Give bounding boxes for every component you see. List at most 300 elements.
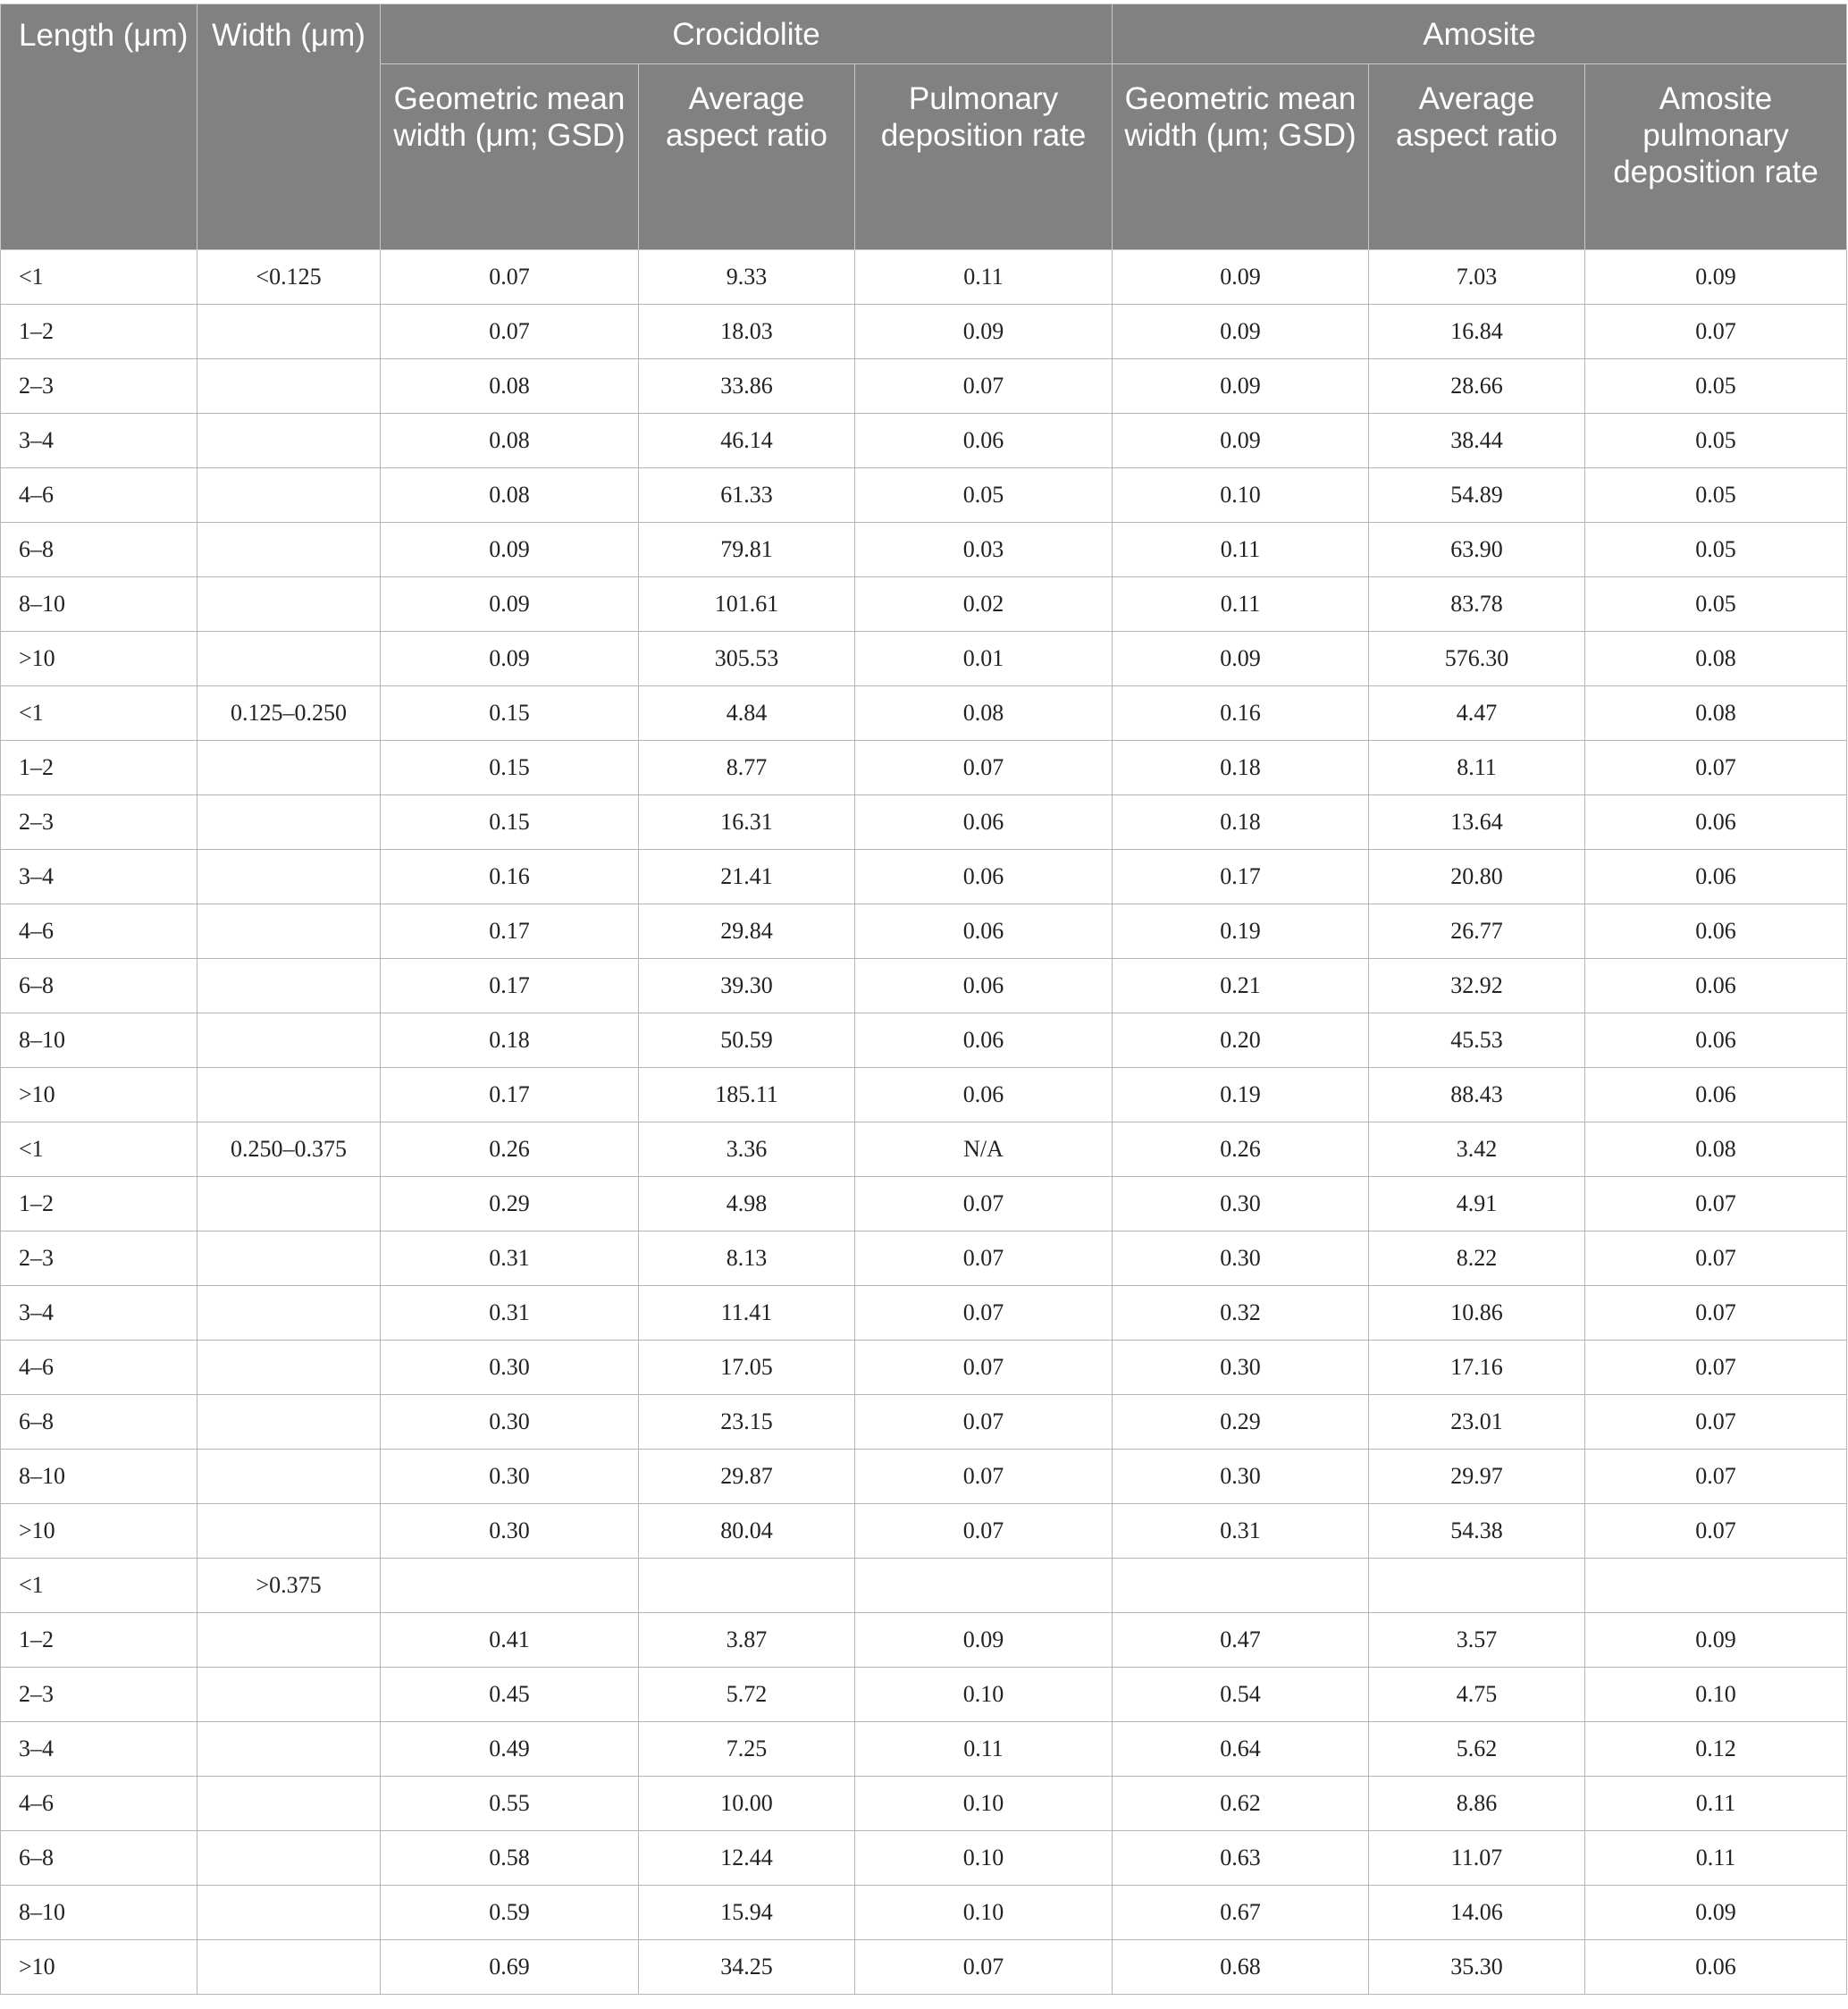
- length-cell: 8–10: [1, 1450, 197, 1504]
- length-cell: <1: [1, 1559, 197, 1613]
- fiber-deposition-table: [0, 4, 1847, 1995]
- width-cell: [197, 1395, 381, 1450]
- amos-pdr-cell: 0.09: [1585, 1613, 1847, 1668]
- width-cell: [197, 305, 381, 359]
- width-cell: [197, 741, 381, 795]
- length-cell: 8–10: [1, 577, 197, 632]
- amos-gmw-cell: 0.29: [1113, 1395, 1369, 1450]
- croc-aar-cell: 18.03: [639, 305, 855, 359]
- croc-aar-cell: 11.41: [639, 1286, 855, 1341]
- table-row: [1, 959, 1847, 1013]
- croc-aar-cell: 61.33: [639, 468, 855, 523]
- length-cell: 8–10: [1, 1013, 197, 1068]
- croc-gmw-cell: 0.30: [381, 1450, 639, 1504]
- croc-pdr-cell: N/A: [855, 1122, 1113, 1177]
- amos-gmw-cell: 0.21: [1113, 959, 1369, 1013]
- amos-aar-cell: 23.01: [1369, 1395, 1585, 1450]
- table-row: [1, 1777, 1847, 1831]
- length-cell: 1–2: [1, 305, 197, 359]
- amos-aar-cell: 10.86: [1369, 1286, 1585, 1341]
- amos-aar-cell: 4.47: [1369, 686, 1585, 741]
- header-amos-pulmonary-deposition-rate: Amosite pulmonary deposition rate: [1585, 64, 1847, 250]
- amos-aar-cell: 26.77: [1369, 904, 1585, 959]
- width-cell: [197, 1831, 381, 1886]
- amos-aar-cell: [1369, 1559, 1585, 1613]
- amos-gmw-cell: 0.19: [1113, 904, 1369, 959]
- croc-pdr-cell: 0.06: [855, 1013, 1113, 1068]
- length-cell: 2–3: [1, 1668, 197, 1722]
- croc-pdr-cell: 0.01: [855, 632, 1113, 686]
- table-row: [1, 1722, 1847, 1777]
- amos-gmw-cell: 0.54: [1113, 1668, 1369, 1722]
- croc-pdr-cell: 0.05: [855, 468, 1113, 523]
- width-cell: [197, 1341, 381, 1395]
- croc-pdr-cell: 0.10: [855, 1668, 1113, 1722]
- amos-pdr-cell: 0.07: [1585, 741, 1847, 795]
- amos-gmw-cell: 0.26: [1113, 1122, 1369, 1177]
- croc-gmw-cell: 0.30: [381, 1341, 639, 1395]
- table-row: [1, 1395, 1847, 1450]
- amos-gmw-cell: 0.09: [1113, 250, 1369, 305]
- width-cell: 0.125–0.250: [197, 686, 381, 741]
- croc-aar-cell: 16.31: [639, 795, 855, 850]
- amos-aar-cell: 63.90: [1369, 523, 1585, 577]
- croc-pdr-cell: 0.06: [855, 959, 1113, 1013]
- width-cell: [197, 1940, 381, 1995]
- amos-gmw-cell: 0.47: [1113, 1613, 1369, 1668]
- croc-pdr-cell: 0.02: [855, 577, 1113, 632]
- width-cell: <0.125: [197, 250, 381, 305]
- amos-pdr-cell: 0.06: [1585, 1013, 1847, 1068]
- header-amosite: Amosite: [1113, 4, 1847, 64]
- length-cell: >10: [1, 1068, 197, 1122]
- amos-pdr-cell: 0.06: [1585, 1068, 1847, 1122]
- table-row: [1, 1886, 1847, 1940]
- croc-gmw-cell: 0.08: [381, 359, 639, 414]
- croc-pdr-cell: 0.07: [855, 1231, 1113, 1286]
- amos-aar-cell: 45.53: [1369, 1013, 1585, 1068]
- table-row: [1, 523, 1847, 577]
- croc-pdr-cell: 0.06: [855, 904, 1113, 959]
- amos-gmw-cell: 0.09: [1113, 414, 1369, 468]
- croc-aar-cell: 12.44: [639, 1831, 855, 1886]
- croc-gmw-cell: 0.09: [381, 523, 639, 577]
- length-cell: 3–4: [1, 1722, 197, 1777]
- width-cell: [197, 1286, 381, 1341]
- amos-gmw-cell: 0.30: [1113, 1231, 1369, 1286]
- length-cell: 8–10: [1, 1886, 197, 1940]
- croc-aar-cell: 10.00: [639, 1777, 855, 1831]
- croc-pdr-cell: 0.10: [855, 1886, 1113, 1940]
- croc-pdr-cell: 0.08: [855, 686, 1113, 741]
- amos-pdr-cell: 0.06: [1585, 959, 1847, 1013]
- length-cell: 1–2: [1, 1613, 197, 1668]
- header-croc-geometric-mean-width: Geometric mean width (μm; GSD): [381, 64, 639, 250]
- croc-pdr-cell: [855, 1559, 1113, 1613]
- amos-gmw-cell: 0.11: [1113, 577, 1369, 632]
- amos-aar-cell: 11.07: [1369, 1831, 1585, 1886]
- amos-pdr-cell: [1585, 1559, 1847, 1613]
- amos-gmw-cell: 0.18: [1113, 795, 1369, 850]
- length-cell: 6–8: [1, 1831, 197, 1886]
- croc-pdr-cell: 0.10: [855, 1831, 1113, 1886]
- croc-gmw-cell: 0.16: [381, 850, 639, 904]
- croc-pdr-cell: 0.09: [855, 1613, 1113, 1668]
- table-row: [1, 1559, 1847, 1613]
- header-width: Width (μm): [197, 4, 381, 250]
- amos-aar-cell: 13.64: [1369, 795, 1585, 850]
- croc-aar-cell: 50.59: [639, 1013, 855, 1068]
- amos-gmw-cell: 0.30: [1113, 1341, 1369, 1395]
- croc-aar-cell: 17.05: [639, 1341, 855, 1395]
- croc-aar-cell: 8.13: [639, 1231, 855, 1286]
- croc-aar-cell: 4.98: [639, 1177, 855, 1231]
- amos-gmw-cell: 0.09: [1113, 305, 1369, 359]
- amos-gmw-cell: 0.62: [1113, 1777, 1369, 1831]
- croc-pdr-cell: 0.07: [855, 1504, 1113, 1559]
- amos-pdr-cell: 0.07: [1585, 1450, 1847, 1504]
- croc-aar-cell: [639, 1559, 855, 1613]
- croc-aar-cell: 101.61: [639, 577, 855, 632]
- amos-pdr-cell: 0.07: [1585, 305, 1847, 359]
- width-cell: >0.375: [197, 1559, 381, 1613]
- amos-pdr-cell: 0.07: [1585, 1177, 1847, 1231]
- amos-gmw-cell: 0.19: [1113, 1068, 1369, 1122]
- croc-aar-cell: 185.11: [639, 1068, 855, 1122]
- width-cell: [197, 1668, 381, 1722]
- amos-aar-cell: 54.89: [1369, 468, 1585, 523]
- croc-pdr-cell: 0.07: [855, 741, 1113, 795]
- croc-aar-cell: 21.41: [639, 850, 855, 904]
- table-row: [1, 1668, 1847, 1722]
- croc-gmw-cell: 0.58: [381, 1831, 639, 1886]
- width-cell: [197, 1886, 381, 1940]
- width-cell: [197, 523, 381, 577]
- amos-gmw-cell: 0.30: [1113, 1450, 1369, 1504]
- croc-gmw-cell: 0.07: [381, 250, 639, 305]
- croc-gmw-cell: 0.18: [381, 1013, 639, 1068]
- croc-gmw-cell: 0.07: [381, 305, 639, 359]
- length-cell: >10: [1, 632, 197, 686]
- amos-pdr-cell: 0.06: [1585, 795, 1847, 850]
- croc-pdr-cell: 0.07: [855, 1286, 1113, 1341]
- croc-aar-cell: 29.87: [639, 1450, 855, 1504]
- width-cell: [197, 850, 381, 904]
- croc-aar-cell: 15.94: [639, 1886, 855, 1940]
- table-row: [1, 250, 1847, 305]
- amos-pdr-cell: 0.09: [1585, 250, 1847, 305]
- amos-aar-cell: 3.42: [1369, 1122, 1585, 1177]
- croc-pdr-cell: 0.06: [855, 414, 1113, 468]
- table-row: [1, 1613, 1847, 1668]
- croc-gmw-cell: 0.15: [381, 795, 639, 850]
- amos-pdr-cell: 0.07: [1585, 1286, 1847, 1341]
- length-cell: 6–8: [1, 959, 197, 1013]
- croc-gmw-cell: 0.09: [381, 632, 639, 686]
- table-body: [1, 250, 1847, 1995]
- croc-pdr-cell: 0.06: [855, 795, 1113, 850]
- header-croc-pulmonary-deposition-rate: Pulmonary deposition rate: [855, 64, 1113, 250]
- croc-gmw-cell: 0.45: [381, 1668, 639, 1722]
- amos-pdr-cell: 0.08: [1585, 686, 1847, 741]
- amos-gmw-cell: 0.09: [1113, 632, 1369, 686]
- amos-pdr-cell: 0.07: [1585, 1341, 1847, 1395]
- amos-gmw-cell: 0.11: [1113, 523, 1369, 577]
- amos-aar-cell: 576.30: [1369, 632, 1585, 686]
- width-cell: [197, 1068, 381, 1122]
- amos-aar-cell: 4.91: [1369, 1177, 1585, 1231]
- length-cell: >10: [1, 1940, 197, 1995]
- length-cell: 6–8: [1, 523, 197, 577]
- amos-aar-cell: 5.62: [1369, 1722, 1585, 1777]
- amos-gmw-cell: 0.16: [1113, 686, 1369, 741]
- croc-pdr-cell: 0.07: [855, 1341, 1113, 1395]
- amos-gmw-cell: 0.17: [1113, 850, 1369, 904]
- amos-pdr-cell: 0.05: [1585, 414, 1847, 468]
- croc-aar-cell: 3.36: [639, 1122, 855, 1177]
- croc-pdr-cell: 0.07: [855, 359, 1113, 414]
- width-cell: [197, 1504, 381, 1559]
- width-cell: [197, 577, 381, 632]
- croc-aar-cell: 5.72: [639, 1668, 855, 1722]
- croc-pdr-cell: 0.07: [855, 1450, 1113, 1504]
- table-row: [1, 414, 1847, 468]
- table-row: [1, 1341, 1847, 1395]
- table-row: [1, 1286, 1847, 1341]
- length-cell: 1–2: [1, 1177, 197, 1231]
- length-cell: 4–6: [1, 1341, 197, 1395]
- header-crocidolite: Crocidolite: [381, 4, 1113, 64]
- croc-gmw-cell: 0.09: [381, 577, 639, 632]
- amos-pdr-cell: 0.12: [1585, 1722, 1847, 1777]
- table-row: [1, 741, 1847, 795]
- croc-gmw-cell: 0.31: [381, 1231, 639, 1286]
- amos-pdr-cell: 0.09: [1585, 1886, 1847, 1940]
- table-row: [1, 1068, 1847, 1122]
- croc-pdr-cell: 0.09: [855, 305, 1113, 359]
- amos-pdr-cell: 0.11: [1585, 1831, 1847, 1886]
- table-row: [1, 577, 1847, 632]
- croc-aar-cell: 39.30: [639, 959, 855, 1013]
- length-cell: <1: [1, 1122, 197, 1177]
- table-row: [1, 1940, 1847, 1995]
- croc-gmw-cell: 0.30: [381, 1504, 639, 1559]
- amos-gmw-cell: [1113, 1559, 1369, 1613]
- amos-aar-cell: 32.92: [1369, 959, 1585, 1013]
- width-cell: [197, 1231, 381, 1286]
- croc-aar-cell: 33.86: [639, 359, 855, 414]
- amos-pdr-cell: 0.06: [1585, 1940, 1847, 1995]
- width-cell: [197, 795, 381, 850]
- length-cell: 2–3: [1, 1231, 197, 1286]
- width-cell: [197, 359, 381, 414]
- header-amos-geometric-mean-width: Geometric mean width (μm; GSD): [1113, 64, 1369, 250]
- amos-gmw-cell: 0.32: [1113, 1286, 1369, 1341]
- table-row: [1, 468, 1847, 523]
- amos-aar-cell: 14.06: [1369, 1886, 1585, 1940]
- croc-gmw-cell: 0.17: [381, 959, 639, 1013]
- croc-gmw-cell: 0.49: [381, 1722, 639, 1777]
- width-cell: [197, 632, 381, 686]
- amos-aar-cell: 54.38: [1369, 1504, 1585, 1559]
- amos-aar-cell: 4.75: [1369, 1668, 1585, 1722]
- croc-pdr-cell: 0.07: [855, 1940, 1113, 1995]
- croc-gmw-cell: 0.31: [381, 1286, 639, 1341]
- croc-aar-cell: 80.04: [639, 1504, 855, 1559]
- amos-aar-cell: 7.03: [1369, 250, 1585, 305]
- length-cell: 4–6: [1, 468, 197, 523]
- amos-pdr-cell: 0.05: [1585, 523, 1847, 577]
- amos-aar-cell: 17.16: [1369, 1341, 1585, 1395]
- croc-gmw-cell: 0.30: [381, 1395, 639, 1450]
- croc-pdr-cell: 0.11: [855, 1722, 1113, 1777]
- amos-aar-cell: 8.22: [1369, 1231, 1585, 1286]
- croc-aar-cell: 305.53: [639, 632, 855, 686]
- table-row: [1, 795, 1847, 850]
- croc-aar-cell: 7.25: [639, 1722, 855, 1777]
- amos-gmw-cell: 0.63: [1113, 1831, 1369, 1886]
- width-cell: [197, 1613, 381, 1668]
- croc-aar-cell: 4.84: [639, 686, 855, 741]
- length-cell: <1: [1, 686, 197, 741]
- croc-aar-cell: 9.33: [639, 250, 855, 305]
- croc-aar-cell: 8.77: [639, 741, 855, 795]
- croc-pdr-cell: 0.03: [855, 523, 1113, 577]
- table-row: [1, 1450, 1847, 1504]
- length-cell: 6–8: [1, 1395, 197, 1450]
- amos-gmw-cell: 0.20: [1113, 1013, 1369, 1068]
- amos-gmw-cell: 0.68: [1113, 1940, 1369, 1995]
- amos-gmw-cell: 0.10: [1113, 468, 1369, 523]
- length-cell: 4–6: [1, 904, 197, 959]
- length-cell: 4–6: [1, 1777, 197, 1831]
- table-row: [1, 1013, 1847, 1068]
- amos-aar-cell: 20.80: [1369, 850, 1585, 904]
- amos-aar-cell: 3.57: [1369, 1613, 1585, 1668]
- croc-aar-cell: 23.15: [639, 1395, 855, 1450]
- croc-gmw-cell: 0.69: [381, 1940, 639, 1995]
- amos-gmw-cell: 0.31: [1113, 1504, 1369, 1559]
- length-cell: 3–4: [1, 414, 197, 468]
- amos-gmw-cell: 0.30: [1113, 1177, 1369, 1231]
- width-cell: [197, 959, 381, 1013]
- length-cell: 2–3: [1, 359, 197, 414]
- amos-pdr-cell: 0.06: [1585, 850, 1847, 904]
- width-cell: [197, 904, 381, 959]
- length-cell: 1–2: [1, 741, 197, 795]
- croc-gmw-cell: 0.08: [381, 468, 639, 523]
- croc-gmw-cell: 0.59: [381, 1886, 639, 1940]
- amos-pdr-cell: 0.07: [1585, 1504, 1847, 1559]
- table-row: [1, 1504, 1847, 1559]
- croc-pdr-cell: 0.10: [855, 1777, 1113, 1831]
- length-cell: >10: [1, 1504, 197, 1559]
- amos-aar-cell: 88.43: [1369, 1068, 1585, 1122]
- amos-gmw-cell: 0.67: [1113, 1886, 1369, 1940]
- table-row: [1, 1177, 1847, 1231]
- header-length: Length (μm): [1, 4, 197, 250]
- table-row: [1, 904, 1847, 959]
- amos-pdr-cell: 0.06: [1585, 904, 1847, 959]
- amos-pdr-cell: 0.05: [1585, 359, 1847, 414]
- length-cell: 2–3: [1, 795, 197, 850]
- croc-aar-cell: 3.87: [639, 1613, 855, 1668]
- amos-pdr-cell: 0.07: [1585, 1395, 1847, 1450]
- amos-aar-cell: 16.84: [1369, 305, 1585, 359]
- amos-gmw-cell: 0.18: [1113, 741, 1369, 795]
- croc-gmw-cell: 0.29: [381, 1177, 639, 1231]
- croc-pdr-cell: 0.06: [855, 1068, 1113, 1122]
- table-row: [1, 1231, 1847, 1286]
- length-cell: 3–4: [1, 850, 197, 904]
- croc-aar-cell: 79.81: [639, 523, 855, 577]
- amos-pdr-cell: 0.08: [1585, 1122, 1847, 1177]
- amos-aar-cell: 8.11: [1369, 741, 1585, 795]
- croc-gmw-cell: 0.08: [381, 414, 639, 468]
- amos-aar-cell: 8.86: [1369, 1777, 1585, 1831]
- croc-gmw-cell: 0.55: [381, 1777, 639, 1831]
- amos-aar-cell: 28.66: [1369, 359, 1585, 414]
- amos-pdr-cell: 0.05: [1585, 577, 1847, 632]
- table-row: [1, 1122, 1847, 1177]
- amos-aar-cell: 83.78: [1369, 577, 1585, 632]
- table-row: [1, 686, 1847, 741]
- amos-aar-cell: 38.44: [1369, 414, 1585, 468]
- amos-pdr-cell: 0.11: [1585, 1777, 1847, 1831]
- amos-aar-cell: 35.30: [1369, 1940, 1585, 1995]
- width-cell: [197, 1450, 381, 1504]
- croc-gmw-cell: 0.17: [381, 1068, 639, 1122]
- table-row: [1, 850, 1847, 904]
- width-cell: [197, 1013, 381, 1068]
- amos-pdr-cell: 0.07: [1585, 1231, 1847, 1286]
- amos-pdr-cell: 0.05: [1585, 468, 1847, 523]
- amos-gmw-cell: 0.64: [1113, 1722, 1369, 1777]
- croc-gmw-cell: 0.41: [381, 1613, 639, 1668]
- croc-gmw-cell: 0.17: [381, 904, 639, 959]
- table-row: [1, 632, 1847, 686]
- croc-pdr-cell: 0.07: [855, 1395, 1113, 1450]
- header-croc-average-aspect-ratio: Average aspect ratio: [639, 64, 855, 250]
- croc-gmw-cell: 0.15: [381, 741, 639, 795]
- croc-pdr-cell: 0.07: [855, 1177, 1113, 1231]
- amos-aar-cell: 29.97: [1369, 1450, 1585, 1504]
- width-cell: 0.250–0.375: [197, 1122, 381, 1177]
- croc-aar-cell: 34.25: [639, 1940, 855, 1995]
- amos-pdr-cell: 0.08: [1585, 632, 1847, 686]
- table-row: [1, 1831, 1847, 1886]
- amos-pdr-cell: 0.10: [1585, 1668, 1847, 1722]
- width-cell: [197, 1177, 381, 1231]
- header-amos-average-aspect-ratio: Average aspect ratio: [1369, 64, 1585, 250]
- croc-gmw-cell: 0.15: [381, 686, 639, 741]
- amos-gmw-cell: 0.09: [1113, 359, 1369, 414]
- croc-gmw-cell: [381, 1559, 639, 1613]
- table-row: [1, 305, 1847, 359]
- width-cell: [197, 1777, 381, 1831]
- croc-pdr-cell: 0.11: [855, 250, 1113, 305]
- width-cell: [197, 414, 381, 468]
- length-cell: 3–4: [1, 1286, 197, 1341]
- croc-aar-cell: 29.84: [639, 904, 855, 959]
- length-cell: <1: [1, 250, 197, 305]
- croc-aar-cell: 46.14: [639, 414, 855, 468]
- croc-pdr-cell: 0.06: [855, 850, 1113, 904]
- table-row: [1, 359, 1847, 414]
- croc-gmw-cell: 0.26: [381, 1122, 639, 1177]
- width-cell: [197, 468, 381, 523]
- width-cell: [197, 1722, 381, 1777]
